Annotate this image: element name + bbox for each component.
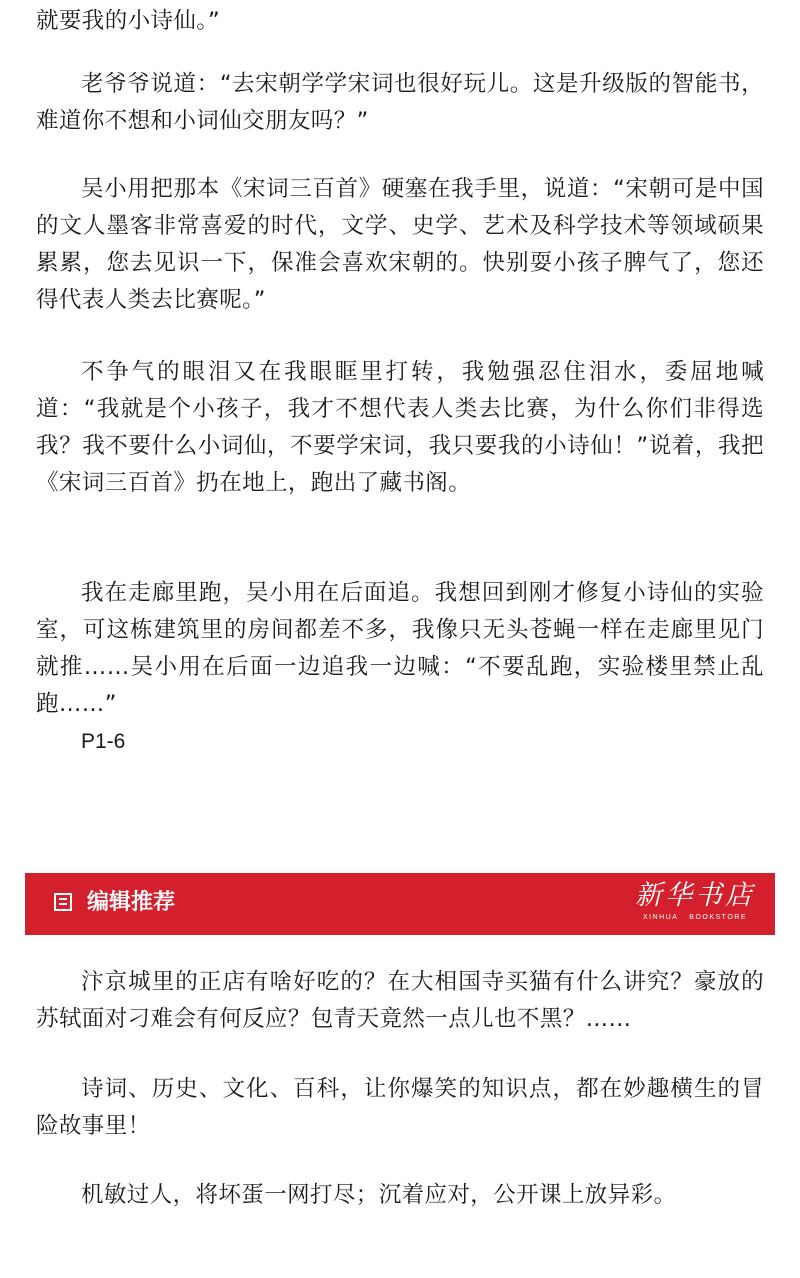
- logo-sub-right: BOOKSTORE: [689, 914, 747, 921]
- excerpt-paragraph-2: 吴小用把那本《宋词三百首》硬塞在我手里，说道：“宋朝可是中国的文人墨客非常喜爱的时代，文学、史学、艺术及科学技术等领域硕果累累，您去见识一下，保准会喜欢宋朝的。快别耍小孩子脾气了，您还得代表人类去比赛呢。”: [36, 176, 764, 313]
- book-icon: [54, 893, 72, 911]
- page-reference: P1-6: [81, 730, 126, 753]
- logo-text: 新华书店: [635, 880, 755, 911]
- banner-title: 编辑推荐: [87, 890, 176, 915]
- excerpt-paragraph-4: 我在走廊里跑，吴小用在后面追。我想回到刚才修复小诗仙的实验室，可这栋建筑里的房间都差不多，我像只无头苍蝇一样在走廊里见门就推……吴小用在后面一边追我一边喊：“不要乱跑，实验楼里禁止乱跑……”: [36, 580, 764, 717]
- xinhua-bookstore-logo: [635, 879, 755, 923]
- recommend-paragraph-2: 诗词、历史、文化、百科，让你爆笑的知识点，都在妙趣横生的冒险故事里！: [36, 1076, 764, 1139]
- recommend-paragraph-1: 汴京城里的正店有啥好吃的？在大相国寺买猫有什么讲究？豪放的苏轼面对刁难会有何反应？包青天竟然一点儿也不黑？……: [36, 969, 764, 1032]
- editor-recommend-banner: [25, 873, 775, 935]
- excerpt-paragraph-0: 就要我的小诗仙。”: [36, 8, 221, 34]
- recommend-paragraph-3: 机敏过人，将坏蛋一网打尽；沉着应对，公开课上放异彩。: [81, 1182, 677, 1208]
- excerpt-paragraph-3: 不争气的眼泪又在我眼眶里打转，我勉强忍住泪水，委屈地喊道：“我就是个小孩子，我才不想代表人类去比赛，为什么你们非得选我？我不要什么小词仙，不要学宋词，我只要我的小诗仙！”说着，我把《宋词三百首》扔在地上，跑出了藏书阁。: [36, 359, 764, 496]
- logo-subtext: [635, 913, 755, 923]
- excerpt-paragraph-1: 老爷爷说道：“去宋朝学学宋词也很好玩儿。这是升级版的智能书，难道你不想和小词仙交朋友吗？”: [36, 71, 764, 134]
- logo-sub-left: XINHUA: [643, 914, 679, 921]
